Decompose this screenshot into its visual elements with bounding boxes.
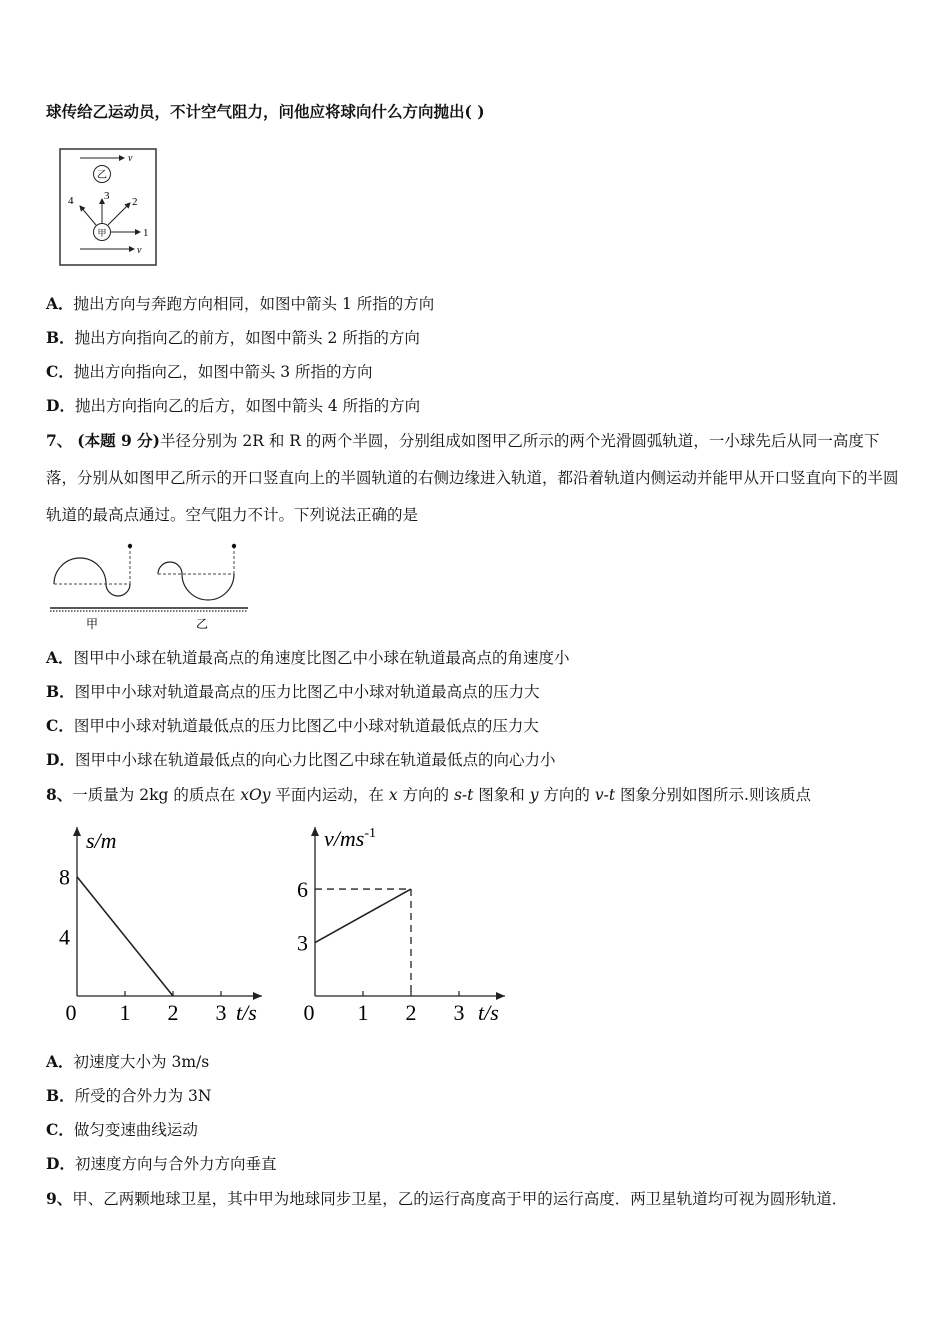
q6-option-d: D．抛出方向指向乙的后方，如图中箭头 4 所指的方向 [46,396,421,415]
st-ytick-label-8: 8 [59,864,70,890]
q6-arrow-2-label: 2 [132,196,138,208]
vt-xlabel: t/s [478,1000,499,1025]
q7-option-c: C．图甲中小球对轨道最低点的压力比图乙中小球对轨道最低点的压力大 [46,716,539,735]
st-ytick-label-4: 4 [59,924,70,950]
vt-data-line [315,889,411,942]
vt-ytick-label-3: 3 [297,930,308,956]
st-xtick-label-0: 0 [65,1000,77,1025]
q6-figure [58,147,158,267]
vt-xtick-label-0: 0 [303,1000,315,1025]
q6-arrow-2 [108,203,130,225]
q6-arrow-4-label: 4 [68,195,74,207]
st-data-line [77,877,173,996]
q7-yi-top-arc [158,562,182,574]
q8-option-a: A．初速度大小为 3m/s [46,1052,210,1071]
st-xtick-label-1: 1 [119,1000,131,1025]
q6-figure-frame [60,149,156,265]
q6-arrow-4 [80,206,96,225]
q7-stem: 7、 (本题 9 分)半径分别为 2R 和 R 的两个半圆，分别组成如图甲乙所示的两个光滑圆弧轨道，一小球先后从同一高度下落，分别从如图甲乙所示的开口竖直向上的半圆轨道的右侧边缘进入轨道，都沿着轨道内侧运动并能甲从开口竖直向下的半圆轨道的最高点通过。空气阻力不计。下列说法正确的是 [46,431,899,524]
vt-x-arrow [496,992,505,1000]
vt-chart [290,822,520,1032]
q8-option-c: C．做匀变速曲线运动 [46,1120,198,1139]
q6-yi-label: 乙 [97,170,107,181]
st-x-arrow [253,992,262,1000]
q7-yi-label: 乙 [195,617,209,631]
q6-arrow-3-label: 3 [104,190,110,202]
vt-chart-axes [311,827,505,1000]
st-xtick-label-2: 2 [167,1000,179,1025]
vt-ytick-label-6: 6 [297,877,308,903]
q7-figure [48,540,254,634]
q7-yi-bottom-arc [182,574,234,600]
q8-option-d: D．初速度方向与合外力方向垂直 [46,1154,277,1173]
q6-option-c: C．抛出方向指向乙，如图中箭头 3 所指的方向 [46,362,373,381]
q6-arrow-1-label: 1 [143,227,149,239]
st-ylabel: s/m [86,828,117,853]
q6-jia-label: 甲 [97,228,107,238]
st-chart [52,822,272,1032]
st-xlabel: t/s [236,1000,257,1025]
q6-v-top-label: v [128,153,133,164]
q7-option-d: D．图甲中小球在轨道最低点的向心力比图乙中球在轨道最低点的向心力小 [46,750,556,769]
st-xtick-label-3: 3 [215,1000,227,1025]
q6-v-bottom-label: v [137,245,142,256]
vt-xtick-label-2: 2 [405,1000,417,1025]
q7-jia-bottom-arc [106,584,130,596]
q8-stem: 8、一质量为 2kg 的质点在 xOy 平面内运动，在 x 方向的 s-t 图象和 y 方向的 v-t 图象分别如图所示.则该质点 [46,785,811,804]
vt-ylabel: $v/ms^{-1}$ [324,826,376,851]
q7-yi-ball [232,544,236,548]
vt-xtick-label-3: 3 [453,1000,465,1025]
q7-option-b: B．图甲中小球对轨道最高点的压力比图乙中小球对轨道最高点的压力大 [46,682,540,701]
q9-stem: 9、甲、乙两颗地球卫星，其中甲为地球同步卫星，乙的运行高度高于甲的运行高度．两卫星轨道均可视为圆形轨道． [46,1189,848,1208]
q7-jia-label: 甲 [85,617,99,631]
q6-stem-tail: 球传给乙运动员，不计空气阻力，问他应将球向什么方向抛出( ) [46,102,485,121]
st-y-arrow [73,827,81,836]
q7-option-a: A．图甲中小球在轨道最高点的角速度比图乙中小球在轨道最高点的角速度小 [46,648,570,667]
q7-jia-top-arc [54,558,106,584]
vt-y-arrow [311,827,319,836]
vt-xtick-label-1: 1 [357,1000,369,1025]
q8-option-b: B．所受的合外力为 3N [46,1086,212,1105]
q6-option-b: B．抛出方向指向乙的前方，如图中箭头 2 所指的方向 [46,328,420,347]
q7-jia-ball [128,544,132,548]
q6-option-a: A．抛出方向与奔跑方向相同，如图中箭头 1 所指的方向 [46,294,435,313]
